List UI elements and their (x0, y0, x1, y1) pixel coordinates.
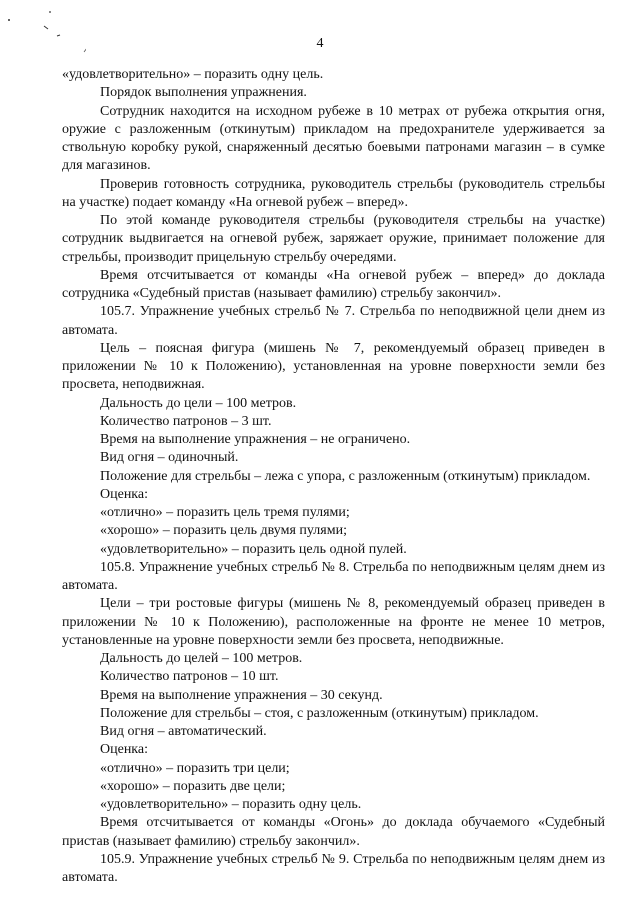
paragraph: «хорошо» – поразить цель двумя пулями; (100, 523, 347, 539)
paragraph: Время отсчитывается от команды «Огонь» до доклада обучаемого «Судебный пристав (называет фамилию) стрельбу закончил». (62, 815, 605, 849)
paragraph: Проверив готовность сотрудника, руководитель стрельбы (руководитель стрельбы на участке) подает команду «На огневой рубеж – вперед». (62, 176, 605, 210)
paragraph: Время на выполнение упражнения – не ограничено. (100, 432, 411, 447)
paragraph: Количество патронов – 3 шт. (100, 413, 272, 429)
paragraph: «удовлетворительно» – поразить одну цель. (62, 67, 324, 82)
paragraph: «удовлетворительно» – поразить цель одной пулей. (100, 541, 407, 557)
paragraph: Вид огня – автоматический. (100, 724, 267, 739)
paragraph: Время на выполнение упражнения – 30 секунд. (100, 687, 383, 703)
section-heading: 105.7. Упражнение учебных стрельб № 7. Стрельба по неподвижной цели днем из автомата. (62, 304, 605, 338)
paragraph: Вид огня – одиночный. (100, 450, 239, 466)
paragraph: Дальность до цели – 100 метров. (100, 395, 297, 411)
paragraph: Положение для стрельбы – лежа с упора, с разложенным (откинутым) прикладом. (100, 468, 591, 484)
paragraph: По этой команде руководителя стрельбы (руководителя стрельбы на участке) сотрудник выдвигается на огневой рубеж, заряжает оружие, принимает положение для стрельбы, производит прицельную стрельбу очередями. (62, 213, 605, 265)
section-heading: 105.9. Упражнение учебных стрельб № 9. Стрельба по неподвижным целям днем из автомата. (62, 851, 605, 885)
paragraph: Сотрудник находится на исходном рубеже в 10 метрах от рубежа открытия огня, оружие с разложенным (откинутым) прикладом на предохранителе удерживается за ствольную коробку рукой, снаряженный десятью боевыми патронами магазин – в сумке для магазинов. (62, 103, 605, 174)
paragraph: Оценка: (100, 486, 149, 502)
paragraph: Порядок выполнения упражнения. (100, 85, 307, 101)
paragraph: «отлично» – поразить три цели; (100, 760, 290, 776)
paragraph: Время отсчитывается от команды «На огневой рубеж – вперед» до доклада сотрудника «Судебный пристав (называет фамилию) стрельбу закончил». (62, 267, 605, 301)
section-heading: 105.8. Упражнение учебных стрельб № 8. Стрельба по неподвижным целям днем из автомата. (62, 559, 605, 593)
paragraph: «удовлетворительно» – поразить одну цель. (100, 797, 362, 812)
paragraph: «хорошо» – поразить две цели; (100, 778, 286, 794)
paragraph: Дальность до целей – 100 метров. (100, 651, 303, 666)
paragraph: Количество патронов – 10 шт. (100, 669, 279, 685)
paragraph: «отлично» – поразить цель тремя пулями; (100, 505, 350, 520)
document-body (62, 66, 605, 887)
paragraph: Положение для стрельбы – стоя, с разложенным (откинутым) прикладом. (100, 705, 539, 721)
paragraph: Цели – три ростовые фигуры (мишень № 8, рекомендуемый образец приведен в приложении № 10 к Положению), расположенные на фронте не менее 10 метров, установленные на уровне поверхности земли без просвета, неподвижные. (62, 596, 605, 648)
page-number: 4 (316, 36, 324, 51)
paragraph: Цель – поясная фигура (мишень № 7, рекомендуемый образец приведен в приложении № 10 к Положению), установленная на уровне поверхности земли без просвета, неподвижная. (62, 340, 605, 393)
paragraph: Оценка: (100, 742, 149, 758)
